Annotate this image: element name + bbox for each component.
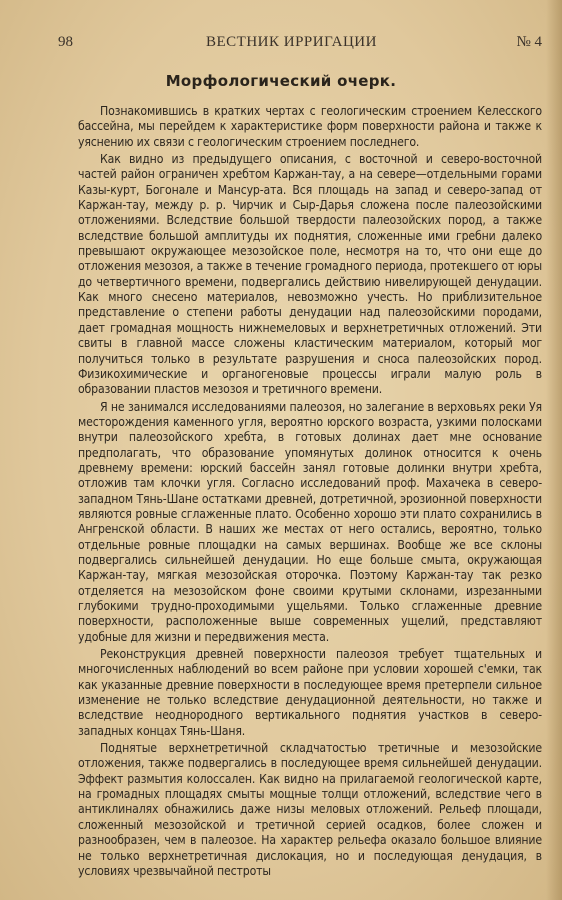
journal-title: ВЕСТНИК ИРРИГАЦИИ bbox=[206, 34, 377, 50]
article-title: Морфологический очерк. bbox=[165, 72, 397, 90]
paragraph: Как видно из предыдущего описания, с восточной и северо-восточной частей район ограничен хребтом Каржан-тау, а на севере—отдельными горами Казы-курт, Богонале и Мансур-ата. Вся площадь на запад и северо-запад от Каржан-тау, между р. р. Чирчик и Сыр-Дарья сложена после палеозойскими отложениями. Вследствие большой твердости палеозойских пород, а также вследствие большой амплитуды их поднятия, сложенные ими гребни далеко превышают окружающее мезозойское поле, несмотря на то, что они еще до отложения мезозоя, а также в течение громадного периода, протекшего от юры до четвертичного времени, подвергались действию нивелирующей денудации. Как много снесено материалов, невозможно учесть. Но приблизительное представление о степени работы денудации над палеозойскими породами, дает громадная мощность нижнемеловых и верхнетретичных отложений. Эти свиты в главной массе сложены кластическим материалом, который мог получиться только в результате разрушения и сноса палеозойских пород. Физикохимические и органогеновые процессы играли малую роль в образовании пластов мезозоя и третичного времени. bbox=[78, 152, 542, 397]
issue-number: № 4 bbox=[516, 34, 542, 50]
paragraph: Я не занимался исследованиями палеозоя, но залегание в верховьях реки Уя месторождения каменного угля, вероятно юрского возраста, узкими полосками внутри палеозойского хребта, в готовых долинах дает мне основание предполагать, что образование упомянутых долинок относится к очень древнему времени: юрский бассейн занял готовые долинки внутри хребта, отложив там клочки угля. Согласно исследований проф. Махачека в северо-западном Тянь-Шане остатками древней, дотретичной, эрозионной поверхности являются ровные сглаженные плато. Особенно хорошо эти плато сохранились в Ангренской области. В наших же местах от него остались, вероятно, только отдельные ровные площадки на самых вершинах. Вообще же все склоны подвергались сильнейшей денудации. Но еще больше смыта, окружающая Каржан-тау, мягкая мезозойская оторочка. Поэтому Каржан-тау так резко отделяется на мезозойском фоне своими крутыми склонами, изрезанными глубокими трудно-проходимыми ущельями. Только сглаженные древние поверхности, расположенные выше современных ущелий, представляют удобные для жизни и передвижения места. bbox=[78, 399, 542, 644]
paragraph: Реконструкция древней поверхности палеозоя требует тщательных и многочисленных наблюдений во всем районе при условии хорошей с'емки, так как указанные древние поверхности в последующее время претерпели сильное изменение не только вследствие денудационной деятельности, но также и вследствие неоднородного вертикального поднятия участков в северо-западных концах Тянь-Шаня. bbox=[78, 647, 542, 738]
article-body bbox=[78, 104, 542, 879]
page-edge-shadow bbox=[546, 0, 562, 900]
running-header bbox=[58, 34, 542, 56]
paragraph: Поднятые верхнетретичной складчатостью третичные и мезозойские отложения, также подвергались в последующее время сильнейшей денудации. Эффект размытия колоссален. Как видно на прилагаемой геологической карте, на громадных площадях смыты мощные толщи отложений, вследствие чего в антиклиналях обнажились даже низы меловых отложений. Рельеф площади, сложенный мезозойской и третичной серией осадков, более сложен и разнообразен, чем в палеозое. На характер рельефа оказало большое влияние не только верхнетретичная дислокация, но и последующая денудация, в условиях чрезвычайной пестроты bbox=[78, 741, 542, 878]
page-number: 98 bbox=[58, 34, 73, 50]
paragraph: Познакомившись в кратких чертах с геологическим строением Келесского бассейна, мы перейдем к характеристике форм поверхности района и также к уяснению их связи с геологическим строением последнего. bbox=[78, 104, 542, 149]
